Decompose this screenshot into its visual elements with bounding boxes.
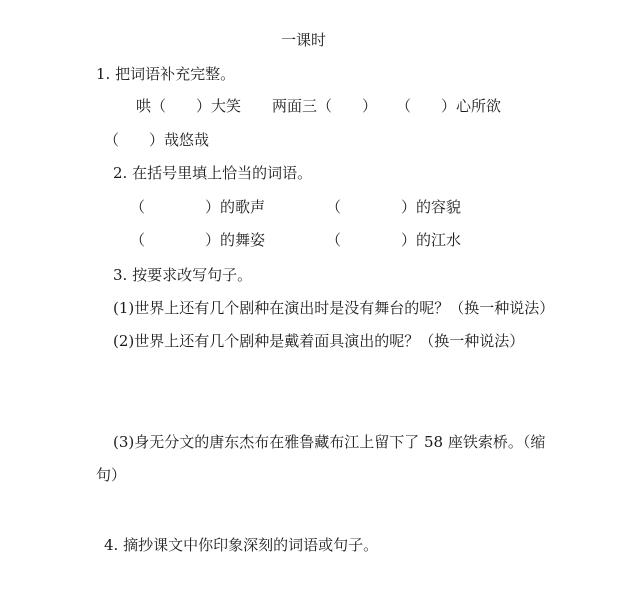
question-2-heading: 2. 在括号里填上恰当的词语。 [113,164,313,182]
q2-blank-item: （ ）的舞姿 [130,231,266,249]
q1-blank-item: 哄（ ）大笑 [136,97,242,115]
question-4-heading: 4. 摘抄课文中你印象深刻的词语或句子。 [104,536,379,554]
question-3-heading: 3. 按要求改写句子。 [113,266,253,284]
question-1-heading: 1. 把词语补充完整。 [96,65,236,83]
q3-sentence-2: (2)世界上还有几个剧种是戴着面具演出的呢？（换一种说法） [113,332,525,350]
q1-blank-item: （ ）心所欲 [396,97,502,115]
q2-blank-item: （ ）的容貌 [326,198,462,216]
page-title: 一课时 [281,31,327,49]
q2-blank-item: （ ）的江水 [326,231,462,249]
q2-blank-item: （ ）的歌声 [130,198,266,216]
q1-blank-item: 两面三（ ） [272,97,378,115]
q3-sentence-3-continued: 句） [96,466,127,484]
q3-sentence-3: (3)身无分文的唐东杰布在雅鲁藏布江上留下了 58 座铁索桥。（缩 [113,433,546,451]
q1-blank-item: （ ）哉悠哉 [104,131,210,149]
q3-sentence-1: (1)世界上还有几个剧种在演出时是没有舞台的呢？（换一种说法） [113,299,555,317]
